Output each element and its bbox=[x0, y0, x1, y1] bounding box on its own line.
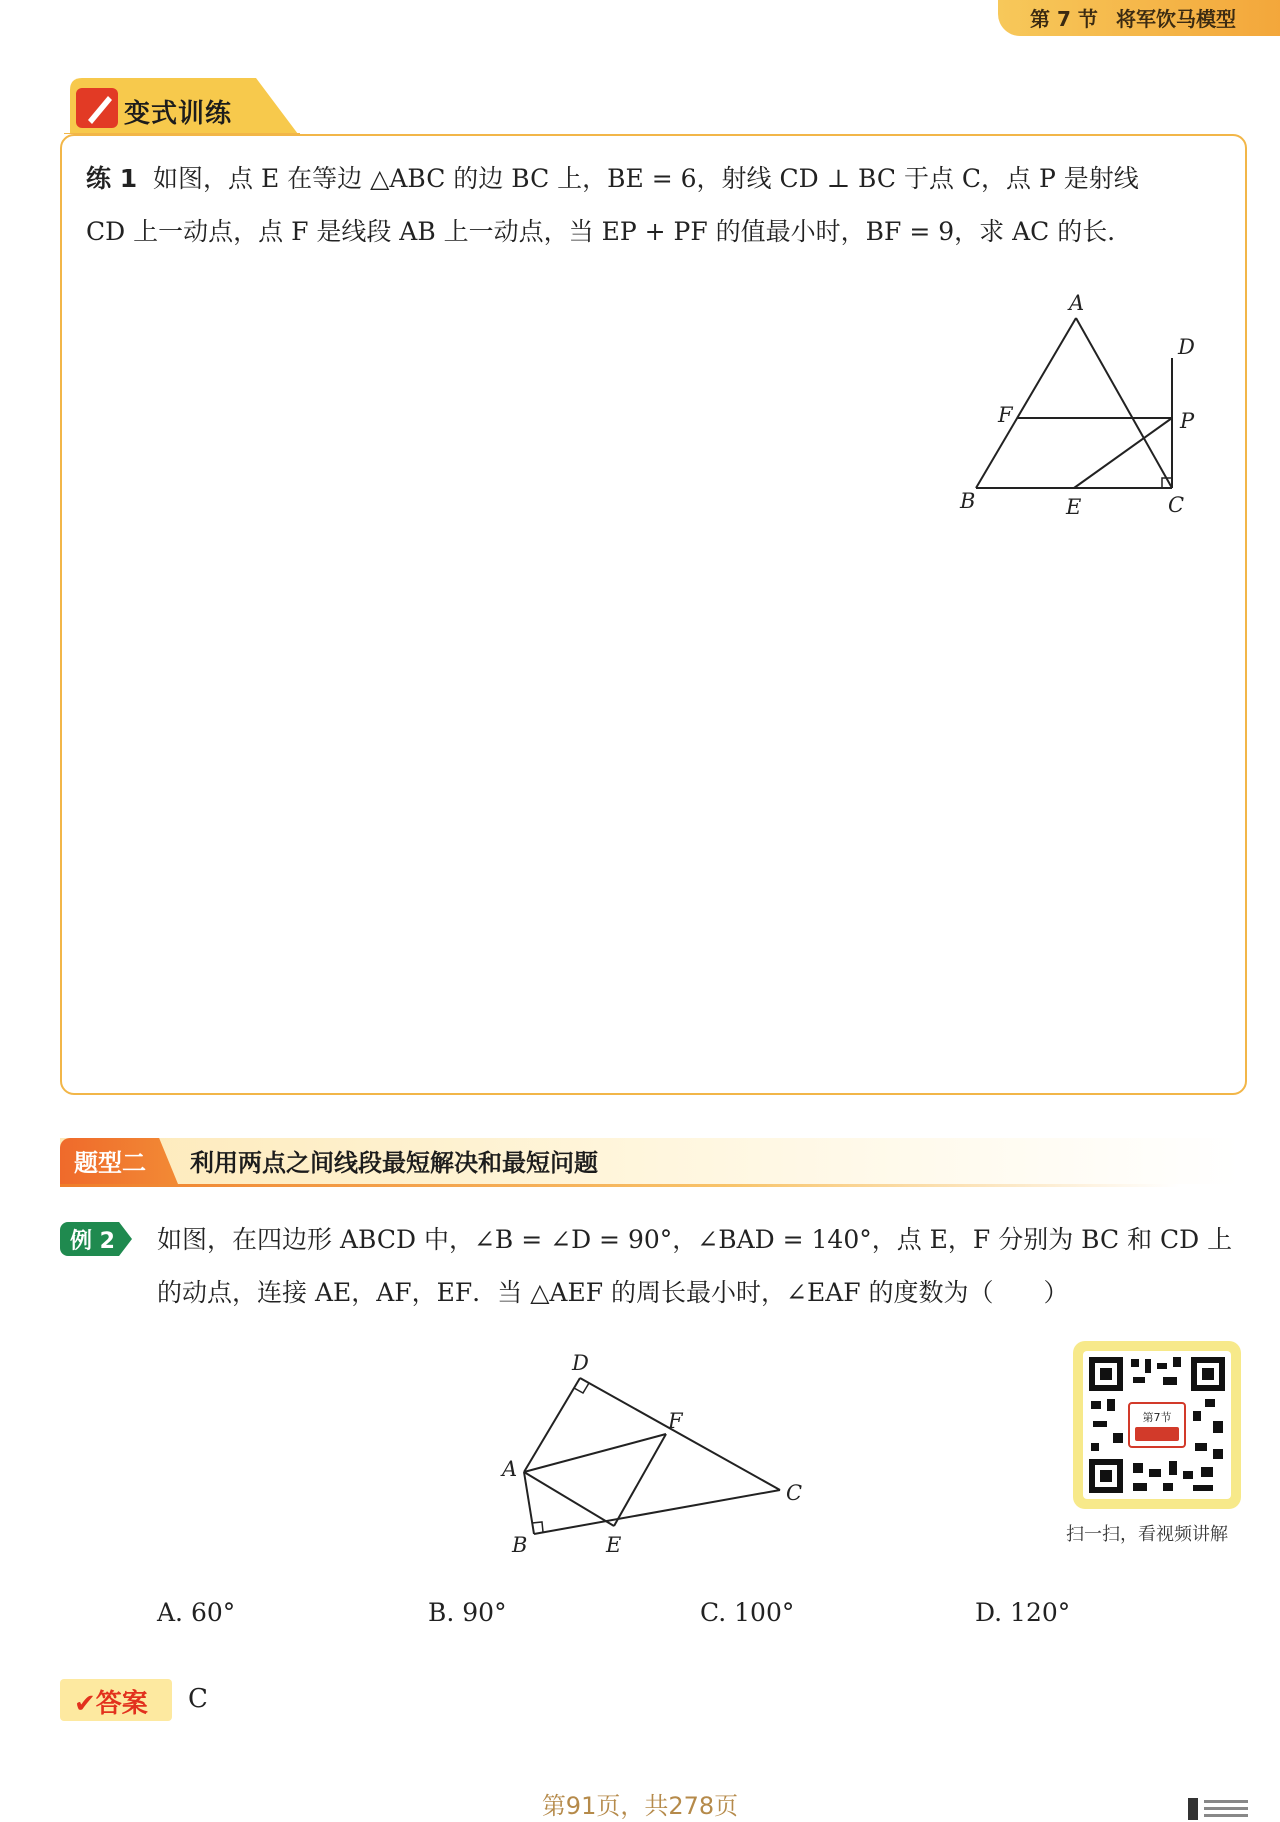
practice-box bbox=[60, 134, 1247, 1095]
label-D: D bbox=[572, 1351, 589, 1375]
example-figure bbox=[490, 1346, 810, 1558]
option-c[interactable]: C. 100° bbox=[700, 1598, 795, 1627]
practice-tab-label: 变式训练 bbox=[124, 99, 233, 129]
chapter-title: 将军饮马模型 bbox=[1116, 7, 1236, 31]
segment-BC bbox=[534, 1490, 780, 1534]
label-B: B bbox=[960, 489, 976, 513]
qr-caption: 扫一扫，看视频讲解 bbox=[1066, 1524, 1228, 1545]
segment-AB bbox=[976, 318, 1076, 488]
option-b[interactable]: B. 90° bbox=[428, 1598, 507, 1627]
practice-number: 练 1 bbox=[86, 164, 138, 193]
practice-line-1 bbox=[86, 152, 1226, 205]
label-A: A bbox=[1069, 291, 1085, 315]
qr-code[interactable] bbox=[1083, 1351, 1231, 1499]
label-A: A bbox=[502, 1457, 518, 1481]
option-a[interactable]: A. 60° bbox=[157, 1598, 236, 1627]
example-problem bbox=[157, 1213, 1247, 1319]
section-badge-label: 题型二 bbox=[74, 1149, 146, 1177]
label-F: F bbox=[668, 1409, 683, 1433]
label-P: P bbox=[1180, 409, 1195, 433]
segment-DA bbox=[524, 1378, 580, 1472]
answer-value: C bbox=[188, 1684, 208, 1714]
segment-AB bbox=[524, 1472, 534, 1534]
label-F: F bbox=[998, 403, 1013, 427]
example-badge-label: 例 2 bbox=[70, 1229, 115, 1254]
segment-AC bbox=[1076, 318, 1172, 488]
practice-text-1: 如图，点 E 在等边 △ABC 的边 BC 上，BE = 6，射线 CD ⊥ BC 于点 C，点 P 是射线 bbox=[153, 164, 1139, 193]
label-E: E bbox=[1066, 495, 1082, 519]
label-C: C bbox=[1168, 493, 1185, 517]
practice-figure bbox=[940, 288, 1200, 528]
segment-DC bbox=[580, 1378, 780, 1490]
practice-problem bbox=[86, 152, 1226, 258]
label-C: C bbox=[786, 1481, 803, 1505]
pencil-icon bbox=[76, 88, 118, 128]
segment-EP bbox=[1074, 418, 1172, 488]
menu-lines-icon[interactable] bbox=[1188, 1796, 1250, 1822]
example-line-1: 如图，在四边形 ABCD 中，∠B = ∠D = 90°，∠BAD = 140°，点 E，F 分别为 BC 和 CD 上 bbox=[157, 1225, 1233, 1254]
label-E: E bbox=[606, 1533, 622, 1557]
answer-label-text: 答案 bbox=[95, 1689, 148, 1719]
checkmark-icon: ✔ bbox=[74, 1689, 96, 1719]
section-title: 利用两点之间线段最短解决和最短问题 bbox=[190, 1149, 598, 1177]
section-underline bbox=[60, 1184, 1180, 1187]
segment-AF bbox=[524, 1434, 666, 1472]
answer-label bbox=[74, 1683, 148, 1720]
qr-tag: 第7节 bbox=[1142, 1411, 1172, 1424]
page-indicator: 第91页，共278页 bbox=[541, 1792, 739, 1820]
practice-line-2: CD 上一动点，点 F 是线段 AB 上一动点，当 EP + PF 的值最小时，BF = 9，求 AC 的长． bbox=[86, 217, 1133, 246]
option-d[interactable]: D. 120° bbox=[975, 1598, 1071, 1627]
example-line-2: 的动点，连接 AE，AF，EF．当 △AEF 的周长最小时，∠EAF 的度数为（ ） bbox=[157, 1278, 1069, 1307]
segment-AE bbox=[524, 1472, 614, 1526]
label-D: D bbox=[1178, 335, 1195, 359]
chapter-section: 第 7 节 bbox=[1030, 7, 1098, 31]
label-B: B bbox=[512, 1533, 528, 1557]
